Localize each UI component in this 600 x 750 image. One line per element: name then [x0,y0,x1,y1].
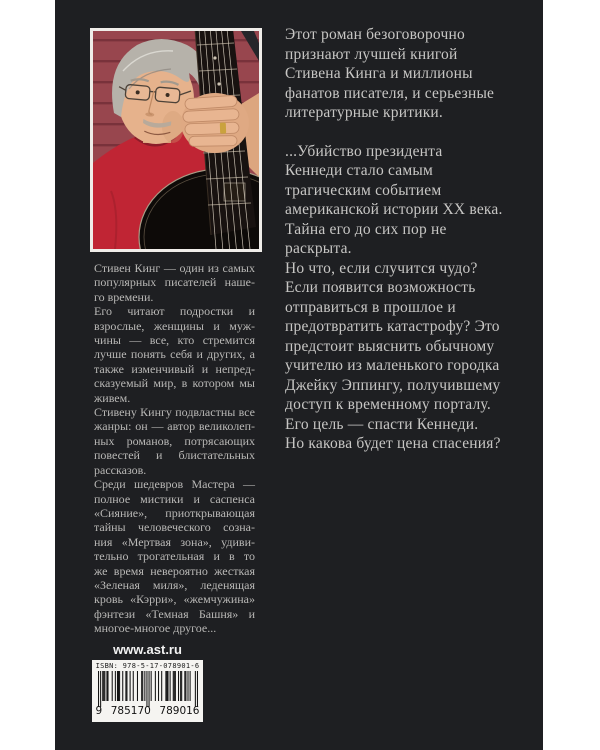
book-back-cover [55,0,543,750]
fretboard-inlay-block [224,183,245,201]
author-photo-illustration [93,31,259,249]
text-line: чины — все, кто стремится [94,333,255,348]
text-line: «Зеленая миля», леденящая [94,577,255,592]
barcode-digit-group: 9 [95,705,103,717]
text-line: Стивену Кингу подвластны все [94,405,255,420]
text-line: рассказов. [94,462,147,477]
paragraph [94,477,255,635]
text-line: повестей и блистательных [94,448,255,463]
isbn-label: ISBN: 978-5-17-078901-6 [95,662,200,670]
text-line: тайны человеческого созна- [94,520,255,535]
fret-inlay-dot [217,82,220,85]
text-line: Но что, если случится чудо? [285,259,478,277]
text-line: Кеннеди стало самым [285,162,433,179]
text-line: фэнтези «Темная Башня» и [94,606,255,621]
barcode-box [92,660,203,722]
text-line: доступ к временному порталу. [285,396,491,413]
author-photo [90,28,262,252]
text-line: сказуемый мир, в котором мы [94,376,255,391]
text-line: ных романов, потрясающих [94,433,255,448]
text-line: Если появится возможность [285,279,476,296]
text-line: Но какова будет цена спасения? [285,435,501,452]
text-line: Его читают подростки и [94,304,255,319]
barcode-digit-group: 789016 [159,705,200,717]
paragraph [94,405,255,477]
text-line: Стивена Кинга и миллионы [285,65,473,82]
fret-inlay-dot [213,56,216,59]
text-line: же время невероятно жесткая [94,563,255,578]
text-line: литературные критики. [285,104,443,121]
text-line: жанры: он — автор великолеп- [94,419,255,434]
paragraph [94,261,255,304]
ean13-barcode [98,671,198,707]
text-line: Среди шедевров Мастера — [94,477,255,492]
text-line: Его цель — спасти Кеннеди. [285,415,479,433]
text-line: американской истории XX века. [285,201,503,218]
text-line: Этот роман безоговорочно [285,26,465,43]
text-line: предстоит выяснить обычному [285,337,495,355]
text-line: лучше понять себя и других, а [94,347,255,362]
text-line: полное мистики и саспенса [94,491,255,506]
wedding-ring [220,123,226,134]
publisher-website: www.ast.ru [113,642,182,657]
text-line: «Сияние», приоткрывающая [94,505,255,520]
text-line: Тайна его до сих пор не [285,220,447,238]
text-line: также изменчивый и непред- [94,361,255,376]
text-line: ...Убийство президента [285,142,443,160]
cheek-shadow [162,111,184,143]
text-line: взрослые, женщины и муж- [94,318,255,333]
text-line: популярных писателей наше- [94,275,255,290]
text-line: учителю из маленького городка [285,357,500,374]
text-line: го времени. [94,289,154,304]
paragraph [94,304,255,405]
paragraph [285,25,537,123]
right-text-column [285,25,537,454]
text-line: кровь «Кэрри», «жемчужина» [94,592,255,607]
left-text-column [94,261,255,636]
text-line: многое-многое другое... [94,621,217,636]
text-line: признают лучшей книгой [285,45,458,63]
text-line: отправиться в прошлое и [285,298,456,316]
barcode-digits [96,706,200,717]
barcode-digit-group: 785170 [110,705,151,717]
text-line: раскрыта. [285,240,352,257]
text-line: предотвратить катастрофу? Это [285,318,500,335]
glasses-bridge [150,91,156,92]
text-line: живем. [94,390,131,405]
paragraph [285,142,537,454]
text-line: Джейку Эппингу, получившему [285,376,501,394]
text-line: трагическим событием [285,181,442,199]
text-line: Стивен Кинг — один из самых [94,261,255,275]
text-line: тельно трогательная и в то [94,549,255,564]
text-line: ния «Мертвая зона», удиви- [94,534,255,549]
text-line: фанатов писателя, и серьезные [285,84,495,102]
